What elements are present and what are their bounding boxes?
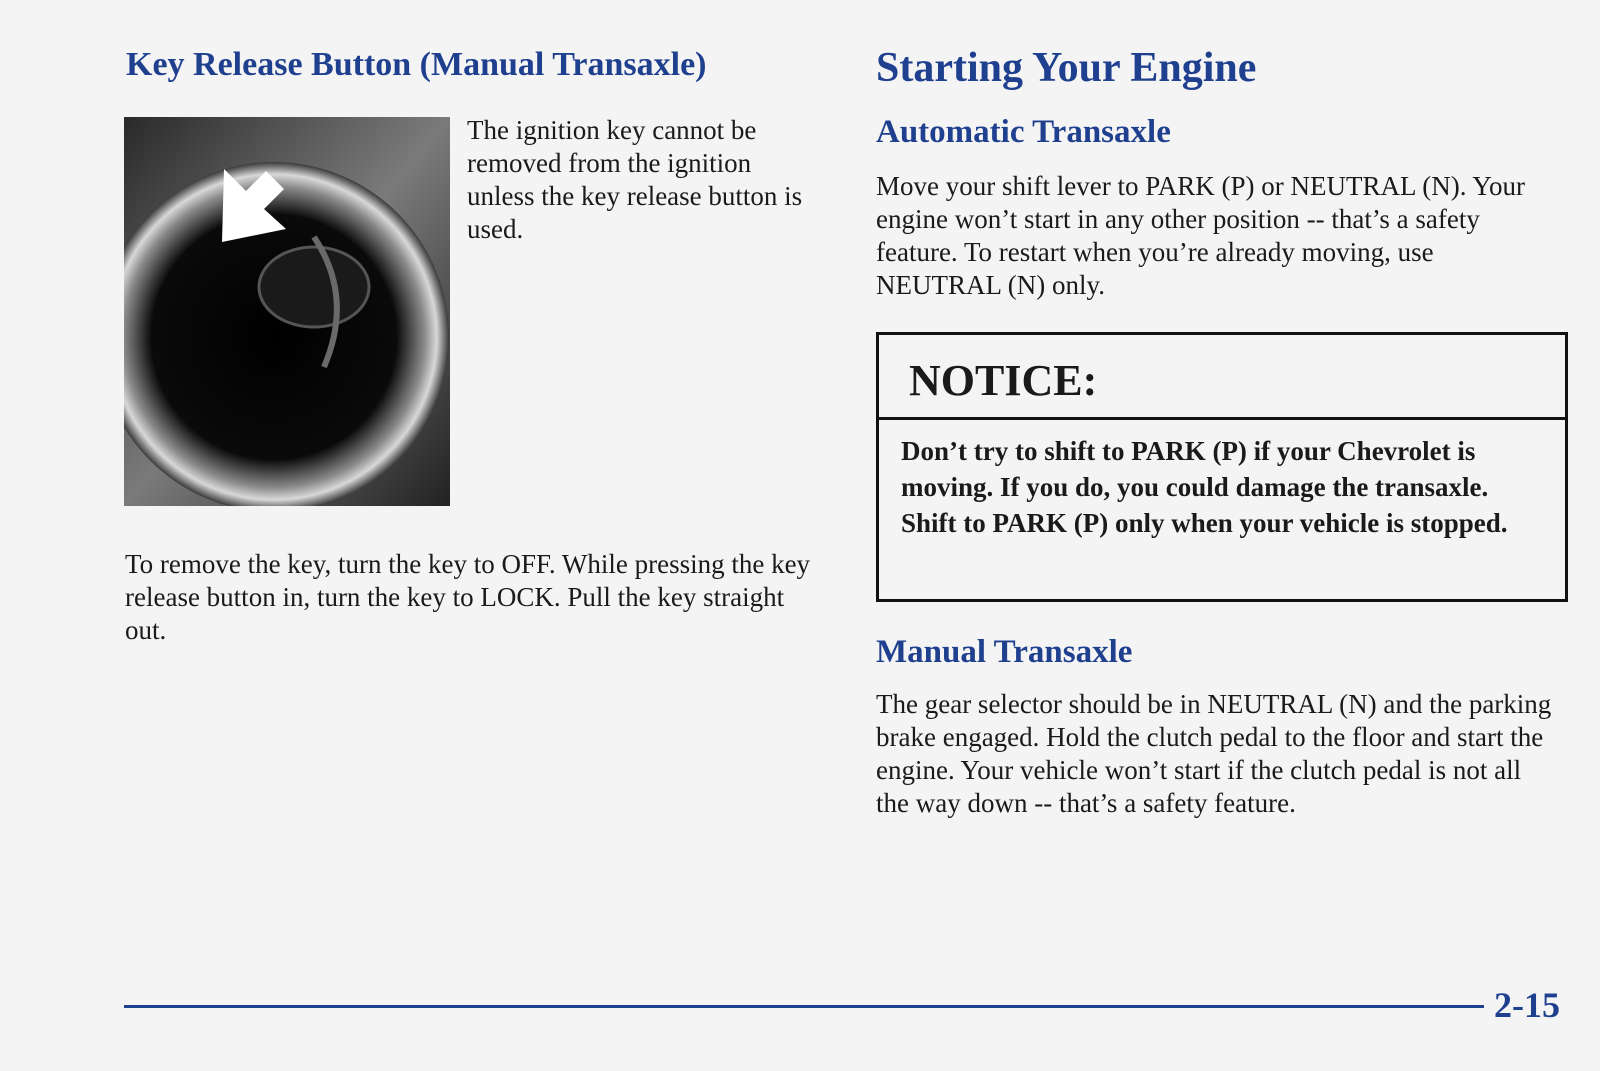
page-number: 2-15 [1494,985,1560,1025]
key-removal-text: To remove the key, turn the key to OFF. While pressing the key release button in, turn the key to LOCK. Pull the key straight out. [125,549,811,645]
key-release-heading: Key Release Button (Manual Transaxle) [126,46,707,83]
starting-engine-title: Starting Your Engine [876,45,1257,91]
notice-box [876,332,1568,602]
notice-text: Don’t try to shift to PARK (P) if your Chevrolet is moving. If you do, you could damage the transaxle. Shift to PARK (P) only when your vehicle is stopped. [901,436,1508,538]
notice-title: NOTICE: [879,335,1565,420]
manual-transaxle-text: The gear selector should be in NEUTRAL (N) and the parking brake engaged. Hold the clutch pedal to the floor and start the engine. Your vehicle won’t start if the clutch pedal is not all the way down -- that’s a safety feature. [876,689,1552,818]
ignition-photo [124,117,450,506]
key-intro-text: The ignition key cannot be removed from the ignition unless the key release button is used. [467,115,803,244]
automatic-transaxle-heading: Automatic Transaxle [876,114,1171,150]
automatic-transaxle-text: Move your shift lever to PARK (P) or NEUTRAL (N). Your engine won’t start in any other position -- that’s a safety feature. To restart when you’re already moving, use NEUTRAL (N) only. [876,171,1525,300]
footer-rule [124,1005,1484,1008]
manual-transaxle-heading: Manual Transaxle [876,634,1133,670]
